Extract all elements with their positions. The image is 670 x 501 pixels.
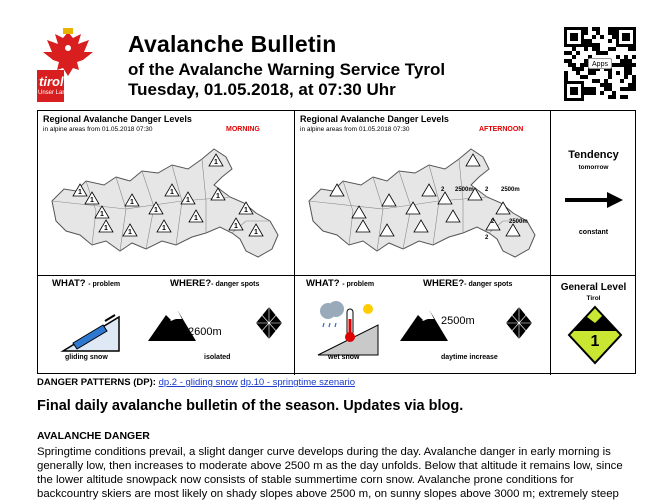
afternoon-level: 2 xyxy=(485,187,489,193)
morning-level: 1 xyxy=(244,207,248,214)
danger-text: Springtime conditions prevail, a slight danger curve develops during the day. Avalanche danger in early morning is generally low, then increases to moderate above 2500 m as the day unfolds. Below that altitude it remains low, since the lower altitude snowpack now consists of stable summertime corn snow. Avalanche prone conditions for backcountry skiers are most likely on shady slopes above 2500 m, on sunny slopes above 3000 m; extremely steep xyxy=(37,446,623,500)
afternoon-level: 2500m xyxy=(455,187,474,193)
danger-patterns xyxy=(37,377,355,388)
afternoon-map xyxy=(303,141,543,276)
problem-2: wet snow xyxy=(328,354,360,361)
tirol-logo xyxy=(37,26,99,102)
morning-level: 1 xyxy=(104,225,108,232)
page-subtitle: of the Avalanche Warning Service Tyrol xyxy=(128,60,446,79)
logo-tagline: Unser Land xyxy=(38,90,70,96)
pattern-link-springtime[interactable]: dp.10 - springtime szenario xyxy=(240,377,356,388)
header xyxy=(128,31,337,58)
morning-level: 1 xyxy=(186,197,190,204)
patterns-label: DANGER PATTERNS (DP): xyxy=(37,377,156,388)
altitude-1: 2600m xyxy=(188,326,222,338)
spots-1: isolated xyxy=(204,354,231,361)
afternoon-sub: in alpine areas from 01.05.2018 07:30 xyxy=(300,126,410,133)
qr-apps-label: Apps xyxy=(588,58,612,69)
morning-level: 1 xyxy=(154,207,158,214)
morning-level: 1 xyxy=(78,189,82,196)
danger-level-icon xyxy=(567,305,623,370)
pattern-link-gliding[interactable]: dp.2 - gliding snow xyxy=(158,377,238,388)
tendency-sub: tomorrow xyxy=(578,164,609,171)
bulletin-date: Tuesday, 01.05.2018, at 07:30 Uhr xyxy=(128,80,396,99)
tendency-title: Tendency xyxy=(568,149,619,161)
morning-level: 1 xyxy=(214,159,218,166)
danger-panel xyxy=(37,110,636,374)
general-level: 1 xyxy=(590,333,600,350)
gliding-snow-icon xyxy=(63,311,119,356)
arrow-right-icon xyxy=(565,191,625,214)
headline: Final daily avalanche bulletin of the season. Updates via blog. xyxy=(37,398,464,414)
morning-level: 1 xyxy=(128,229,132,236)
spots-2: daytime increase xyxy=(441,354,498,361)
tendency-value: constant xyxy=(578,229,609,236)
problem-1: gliding snow xyxy=(65,354,108,361)
altitude-2: 2500m xyxy=(441,315,475,327)
qr-code[interactable] xyxy=(564,27,636,101)
eagle-icon xyxy=(43,28,93,76)
general-title: General Level xyxy=(560,282,627,293)
general-sub: Tirol xyxy=(586,295,601,302)
where-heading-2: WHERE?- danger spots xyxy=(423,278,513,289)
morning-period: MORNING xyxy=(226,126,260,133)
morning-title: Regional Avalanche Danger Levels xyxy=(43,114,192,124)
morning-level: 1 xyxy=(90,197,94,204)
morning-map xyxy=(46,141,286,276)
afternoon-level: 2 xyxy=(441,187,445,193)
morning-level: 1 xyxy=(234,223,238,230)
what-heading-2: WHAT? - problem xyxy=(306,278,375,289)
morning-level: 1 xyxy=(254,229,258,236)
afternoon-level: 2 xyxy=(491,219,495,225)
morning-sub: in alpine areas from 01.05.2018 07:30 xyxy=(43,126,153,133)
page-title: Avalanche Bulletin xyxy=(128,31,337,57)
compass-icon-2 xyxy=(504,305,534,346)
afternoon-title: Regional Avalanche Danger Levels xyxy=(300,114,449,124)
wet-snow-icon xyxy=(318,299,378,360)
morning-level: 1 xyxy=(170,189,174,196)
morning-level: 1 xyxy=(100,211,104,218)
morning-level: 1 xyxy=(162,225,166,232)
morning-level: 1 xyxy=(216,193,220,200)
morning-level: 1 xyxy=(130,199,134,206)
afternoon-level: 2 xyxy=(485,235,489,241)
morning-level: 1 xyxy=(194,215,198,222)
danger-heading: AVALANCHE DANGER xyxy=(37,430,150,442)
logo-brand: tirol xyxy=(39,74,64,89)
what-heading-1: WHAT? - problem xyxy=(52,278,121,289)
afternoon-level: 2500m xyxy=(509,219,528,225)
afternoon-level: 2500m xyxy=(501,187,520,193)
compass-icon-1 xyxy=(254,305,284,346)
afternoon-period: AFTERNOON xyxy=(479,126,524,133)
where-heading-1: WHERE?- danger spots xyxy=(170,278,260,289)
